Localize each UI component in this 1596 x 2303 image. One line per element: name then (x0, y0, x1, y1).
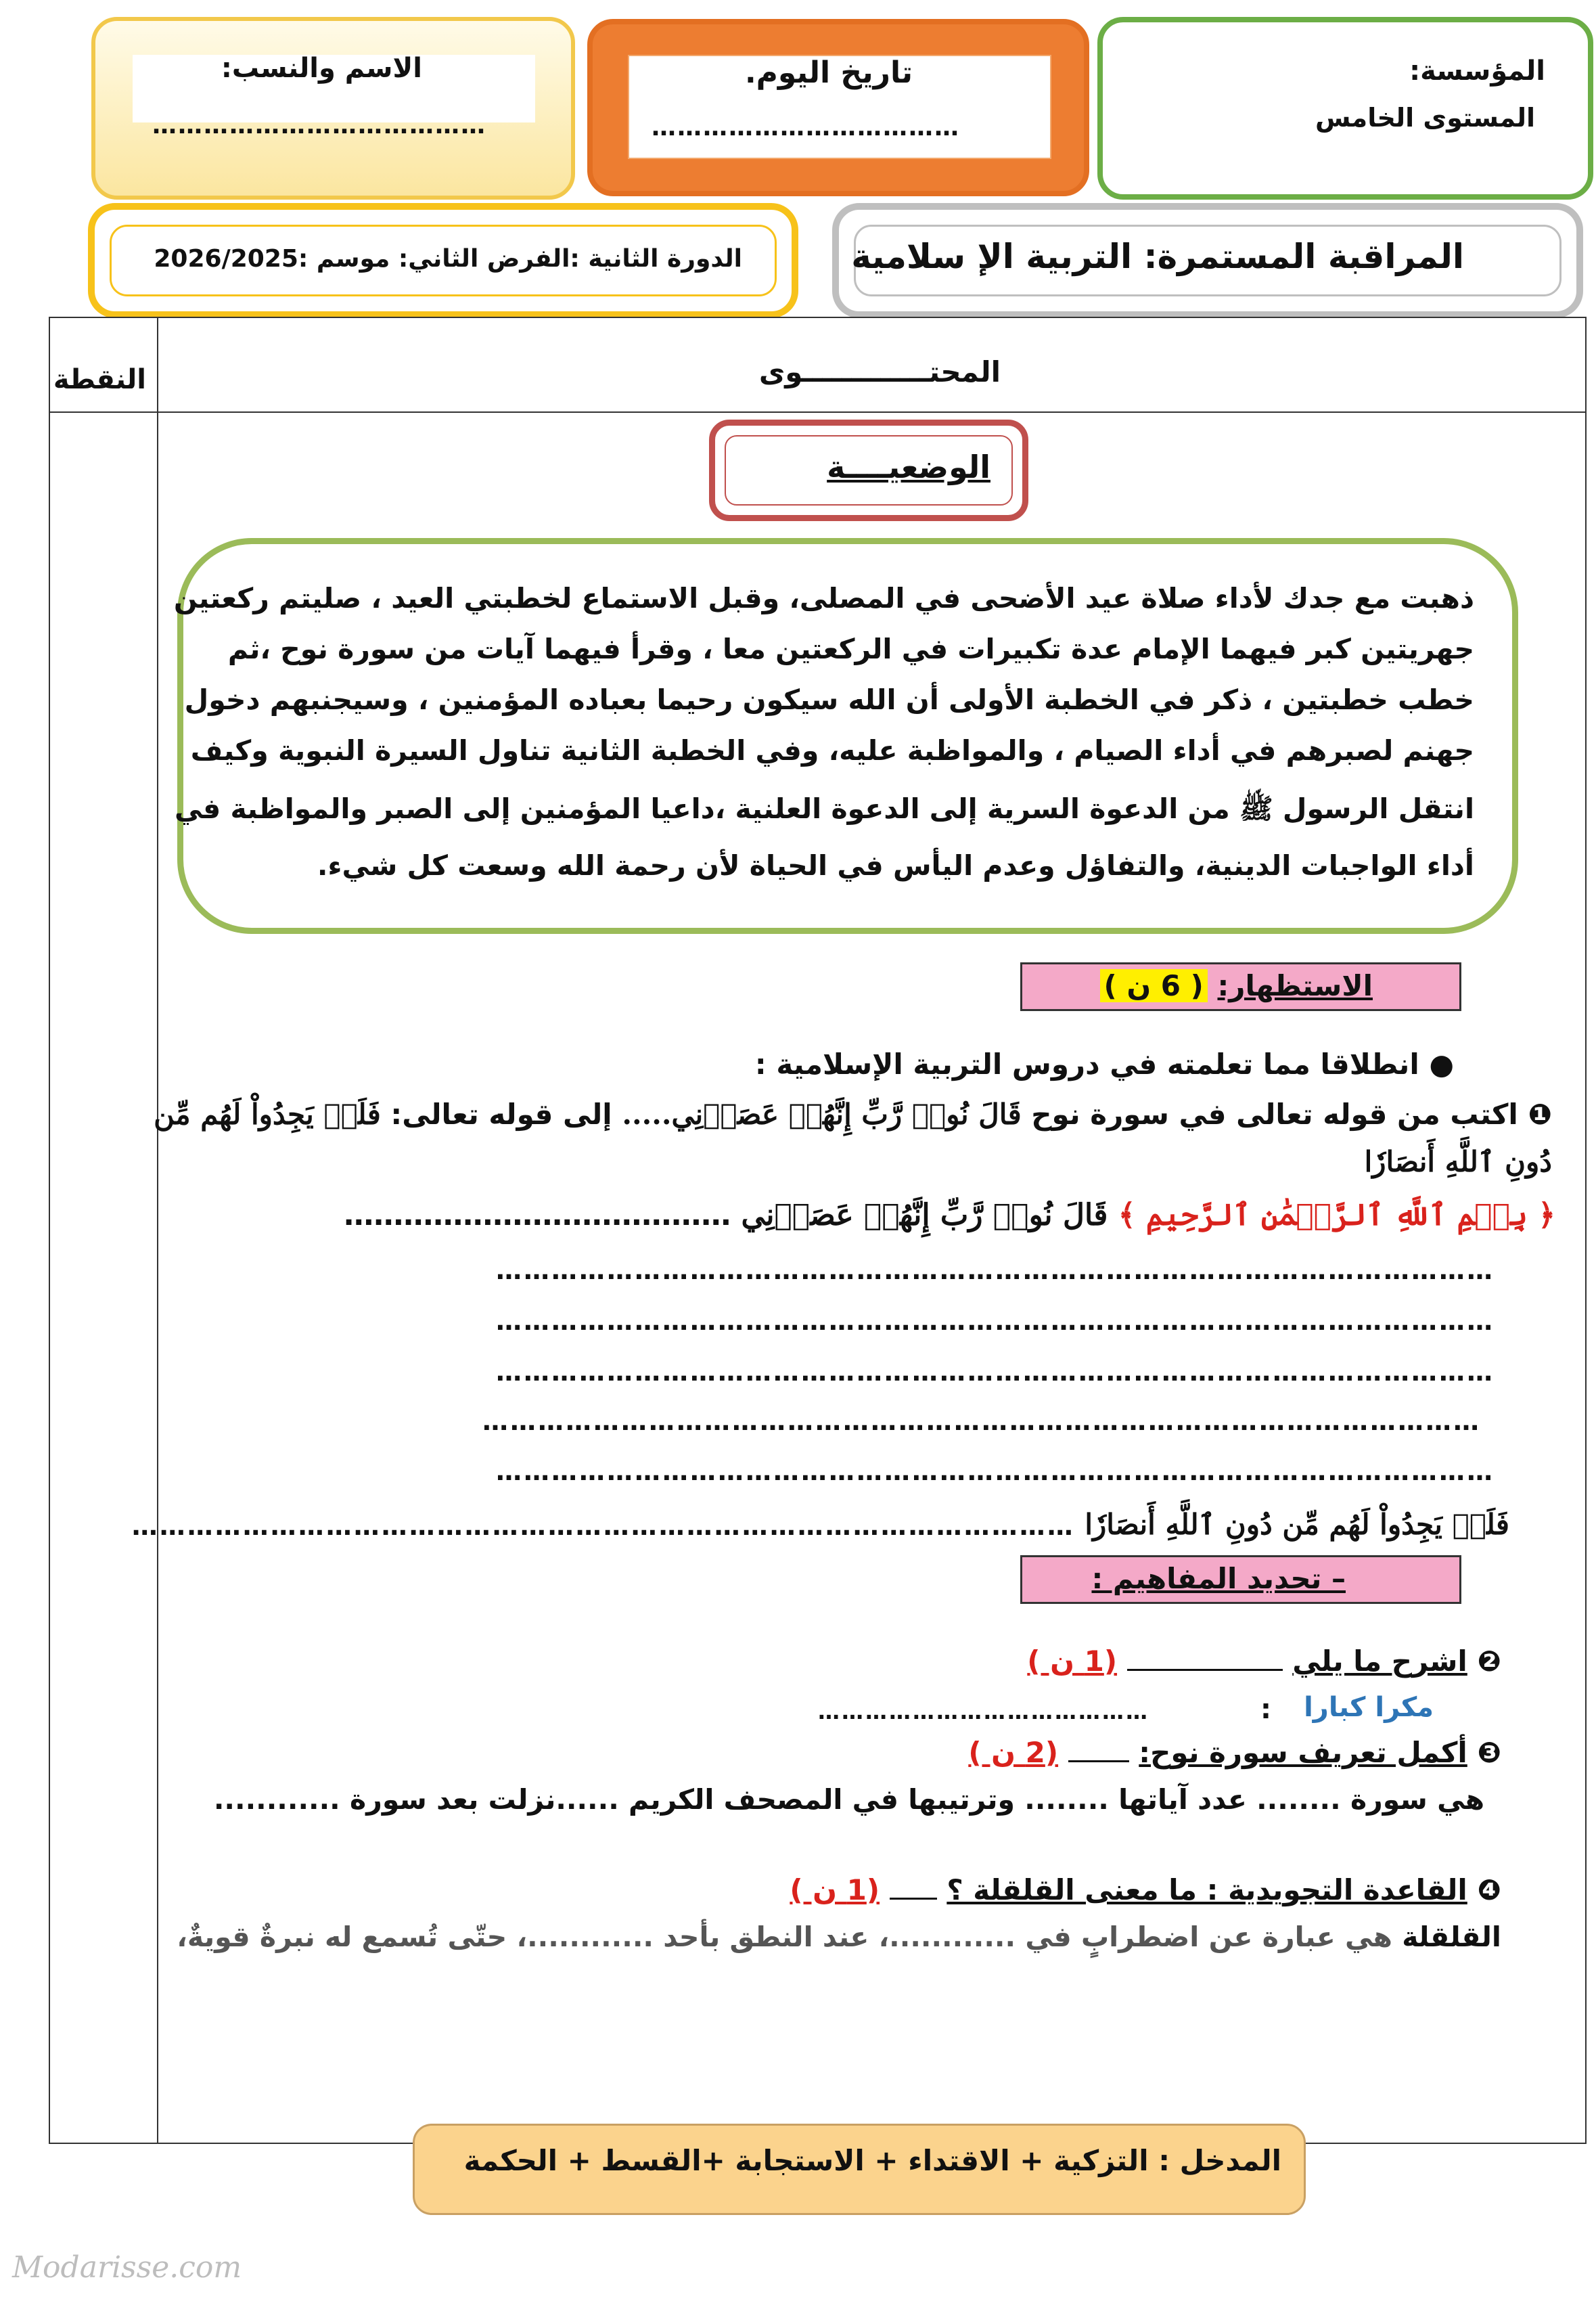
q3-sentence[interactable]: هي سورة ........ عدد آياتها ........ وترتيبها في المصحف الكريم ......نزلت بعد سورة ............ (213, 1783, 1484, 1816)
level-label: المستوى الخامس (1315, 103, 1535, 133)
situation-line-6: أداء الواجبات الدينية، والتفاؤل وعدم اليأس في الحياة لأن رحمة الله وسعت كل شيء. (317, 849, 1474, 882)
situation-line-1: ذهبت مع جدك لأداء صلاة عيد الأضحى في المصلى، وقبل الاستماع لخطبتي العيد ، صليتم ركعتين (173, 582, 1474, 614)
date-label: تاريخ اليوم. (744, 55, 913, 90)
basmala: ﴿ بِسۡمِ ٱللَّهِ ٱلرَّحۡمَٰنِ ٱلرَّحِيمِ ﴾ (1118, 1198, 1555, 1232)
q1-number: ❶ (1528, 1098, 1552, 1131)
answer-dots-1[interactable]: ………………………………… (344, 1198, 731, 1232)
q4-sentence[interactable] (177, 1921, 1501, 1953)
q4-underline (890, 1898, 937, 1900)
name-box (91, 17, 575, 200)
session-label: الدورة الثانية :الفرض الثاني: موسم :2026/2025 (154, 245, 742, 273)
question-4 (790, 1873, 1501, 1906)
watermark: Modarisse.com (12, 2250, 242, 2285)
q1-verse-start: قَالَ نُوحٞ رَّبِّ إِنَّهُمۡ عَصَوۡنِي..... (622, 1098, 1022, 1131)
first-verse: قَالَ نُوحٞ رَّبِّ إِنَّهُمۡ عَصَوۡنِي (741, 1198, 1108, 1232)
date-box (587, 19, 1089, 196)
name-dots[interactable]: ………………………………… (152, 112, 486, 139)
situation-line-5: انتقل الرسول ﷺ من الدعوة السرية إلى الدعوة العلنية ،داعيا المؤمنين إلى الصبر والمواظبة في (174, 792, 1474, 825)
q2-underline (1127, 1669, 1283, 1671)
q4-number: ❹ (1477, 1873, 1501, 1906)
q4-sentence-body: هي عبارة عن اضطرابٍ في ............، عند النطق بأحد ............، حتّى تُسمع له نبرةٌ قويةٌ، (177, 1921, 1392, 1953)
q4-text: القاعدة التجويدية : ما معنى القلقلة ؟ (947, 1873, 1467, 1906)
q1-verse-end: فَلَمۡ يَجِدُواْ لَهُم مِّن (154, 1098, 381, 1131)
recall-header-points: ( 6 ن ) (1100, 969, 1208, 1002)
answer-dots-last[interactable]: ………………………………………………………………………………………… (131, 1511, 1075, 1541)
q2-points: (1 ن ) (1027, 1645, 1118, 1678)
q1-to: إلى قوله تعالى: (390, 1098, 612, 1131)
situation-line-3: خطب خطبتين ، ذكر في الخطبة الأولى أن الله سيكون رحيما بعباده المؤمنين ، وسيجنبهم دخول (184, 684, 1474, 716)
recall-intro (755, 1048, 1454, 1081)
table-column-divider (157, 317, 158, 2144)
last-verse: فَلَمۡ يَجِدُواْ لَهُم مِّن دُونِ ٱللَّهِ أَنصَارٗا (1085, 1508, 1509, 1541)
date-dots[interactable]: ……………………………… (652, 114, 960, 141)
question-3 (968, 1736, 1501, 1769)
situation-line-4: جهنم لصبرهم في أداء الصيام ، والمواظبة عليه، وفي الخطبة الثانية تناول السيرة النبوية وكيف (190, 734, 1474, 767)
answer-dots-6[interactable]: ……………………………………………………………………………………………… (496, 1456, 1495, 1486)
recall-header (1100, 969, 1373, 1002)
question-1 (154, 1098, 1552, 1131)
subject-label: المراقبة المستمرة: التربية الإ سلامية (851, 237, 1464, 276)
table-header-divider (49, 411, 1587, 413)
bullet-icon: ● (1429, 1048, 1454, 1081)
answer-dots-2[interactable]: ……………………………………………………………………………………………… (496, 1255, 1495, 1285)
q1-text: اكتب من قوله تعالى في سورة نوح (1031, 1098, 1518, 1131)
q3-text: أكمل تعريف سورة نوح: (1139, 1736, 1467, 1769)
term-colon: : (1260, 1694, 1271, 1725)
answer-line-last (131, 1508, 1509, 1541)
q2-text: اشرح ما يلي (1292, 1645, 1467, 1678)
term-label: مكرا كبارا (1304, 1692, 1434, 1723)
q3-points: (2 ن ) (968, 1736, 1059, 1769)
column-header-content: المحتـــــــــــــوى (758, 355, 1001, 388)
answer-dots-3[interactable]: ……………………………………………………………………………………………… (496, 1306, 1495, 1336)
answer-line-1 (344, 1198, 1555, 1232)
q4-points: (1 ن ) (790, 1873, 880, 1906)
q3-underline (1068, 1760, 1129, 1762)
answer-dots-5[interactable]: ……………………………………………………………………………………………… (482, 1406, 1481, 1436)
recall-header-label: الاستظهار: (1217, 969, 1373, 1002)
question-2 (1027, 1645, 1501, 1678)
institution-label: المؤسسة: (1409, 55, 1545, 87)
name-label: الاسم والنسب: (221, 53, 422, 84)
footer-text: المدخل : التزكية + الاقتداء + الاستجابة +القسط + الحكمة (463, 2144, 1281, 2177)
answer-dots-4[interactable]: ……………………………………………………………………………………………… (496, 1357, 1495, 1387)
q2-number: ❷ (1477, 1645, 1501, 1678)
column-header-points: النقطة (53, 364, 146, 395)
concepts-header: – تحديد المفاهيم : (1091, 1562, 1346, 1595)
q4-sentence-term: القلقلة (1402, 1921, 1501, 1953)
situation-title: الوضعيــــة (827, 449, 990, 485)
situation-line-2: جهريتين كبر فيهما الإمام عدة تكبيرات في الركعتين معا ، وقرأ فيهما آيات من سورة نوح ،ثم (227, 633, 1474, 665)
q3-number: ❸ (1477, 1736, 1501, 1769)
term-answer-dots[interactable]: …………………………………… (818, 1699, 1149, 1724)
q1-verse-end-2: دُونِ ٱللَّهِ أَنصَارٗا (1364, 1145, 1552, 1178)
recall-intro-text: انطلاقا مما تعلمته في دروس التربية الإسلامية : (754, 1048, 1419, 1081)
